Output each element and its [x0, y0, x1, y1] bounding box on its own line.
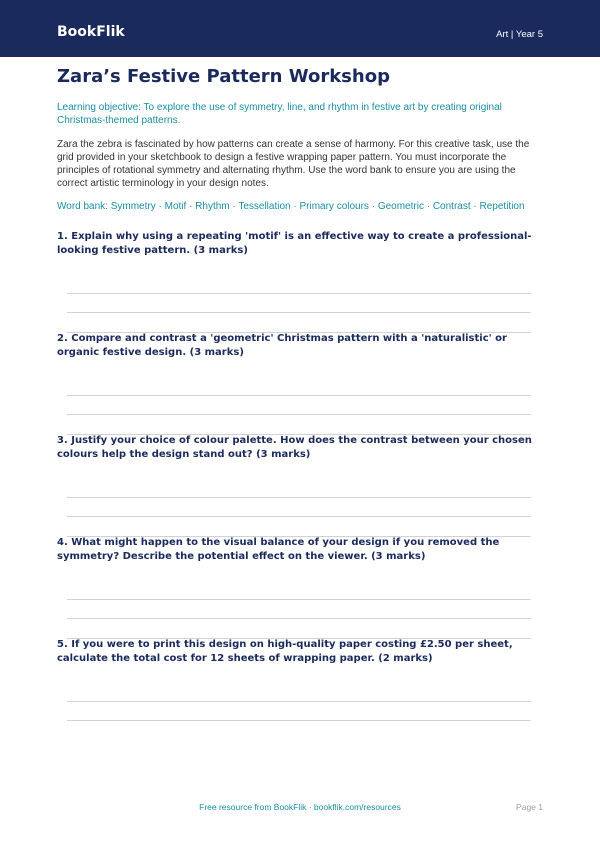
answer-line[interactable] [67, 293, 531, 294]
word-bank: Word bank: Symmetry · Motif · Rhythm · Tessellation · Primary colours · Geometric · Contrast · Repetition [57, 201, 525, 212]
page-number: Page 1 [516, 802, 543, 812]
answer-line[interactable] [67, 395, 531, 396]
answer-line[interactable] [67, 599, 531, 600]
page-title: Zara’s Festive Pattern Workshop [57, 66, 390, 87]
brand-logo: BookFlik [57, 24, 125, 40]
question-4: 4. What might happen to the visual balance of your design if you removed the symmetry? Describe the potential effect on the viewer. (3 marks) [57, 537, 500, 562]
question-1: 1. Explain why using a repeating 'motif' is an effective way to create a professional-looking festive pattern. (3 marks) [57, 231, 532, 256]
learning-objective: Learning objective: To explore the use of symmetry, line, and rhythm in festive art by creating original Christmas-themed patterns. [57, 102, 502, 126]
answer-line[interactable] [67, 720, 531, 721]
answer-line[interactable] [67, 312, 531, 313]
header-bar [0, 0, 600, 57]
intro-paragraph: Zara the zebra is fascinated by how patterns can create a sense of harmony. For this creative task, use the grid provided in your sketchbook to design a festive wrapping paper pattern. You must incorporate the principles of rotational symmetry and alternating rhythm. Use the word bank to ensure you are using the correct artistic terminology in your design notes. [57, 139, 530, 189]
question-3: 3. Justify your choice of colour palette. How does the contrast between your chosen colours help the design stand out? (3 marks) [57, 435, 532, 460]
question-5: 5. If you were to print this design on high-quality paper costing £2.50 per sheet, calculate the total cost for 12 sheets of wrapping paper. (2 marks) [57, 639, 513, 664]
subject-year-label: Art | Year 5 [496, 29, 543, 40]
answer-line[interactable] [67, 414, 531, 415]
answer-line[interactable] [67, 701, 531, 702]
question-2: 2. Compare and contrast a 'geometric' Christmas pattern with a 'naturalistic' or organic festive design. (3 marks) [57, 333, 507, 358]
answer-line[interactable] [67, 618, 531, 619]
answer-line[interactable] [67, 516, 531, 517]
answer-line[interactable] [67, 497, 531, 498]
footer-text: Free resource from BookFlik · bookflik.com/resources [199, 802, 401, 812]
